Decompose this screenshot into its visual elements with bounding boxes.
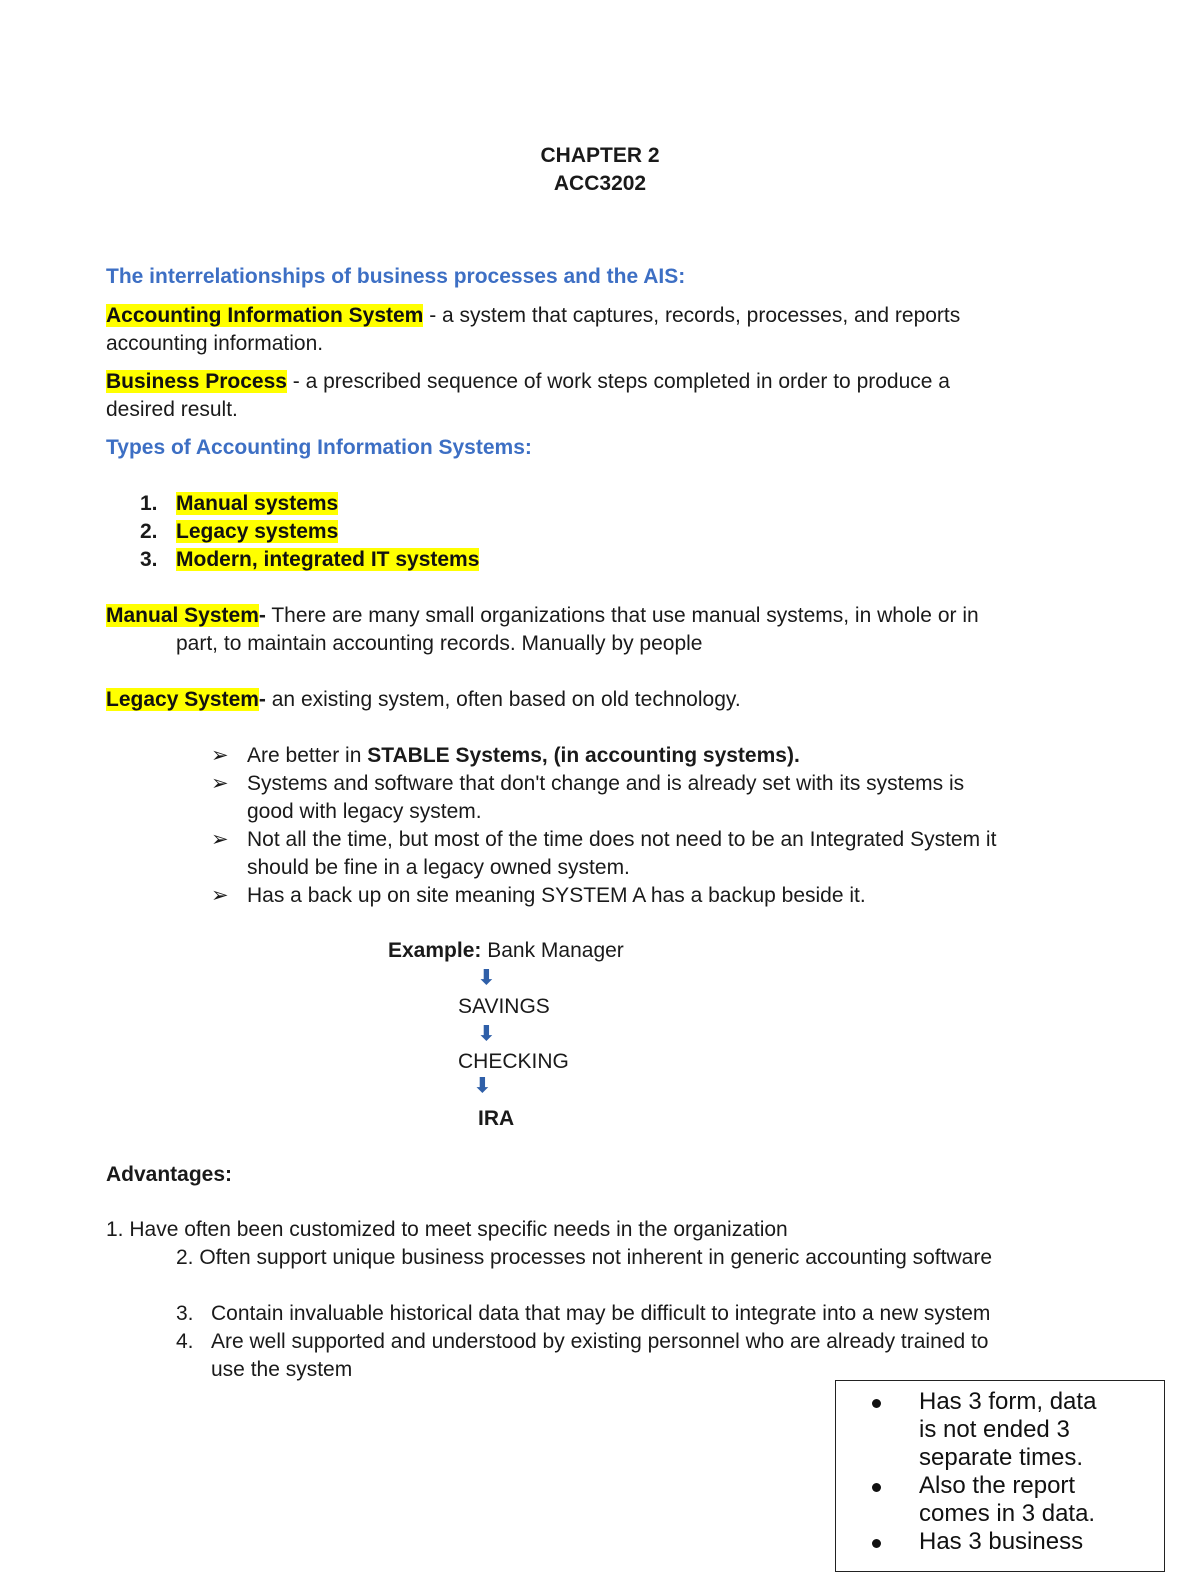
note-box: Has 3 form, data is not ended 3 separate times. Also the report comes in 3 data. Has 3 business	[835, 1380, 1165, 1572]
arrow-bullet-icon: ➢	[211, 744, 229, 767]
bullet-icon	[872, 1539, 881, 1548]
bullet-icon	[872, 1399, 881, 1408]
list-item: Contain invaluable historical data that may be difficult to integrate into a new system	[211, 1302, 991, 1325]
business-process-definition	[106, 368, 950, 396]
legacy-system-term: Legacy System	[106, 688, 259, 711]
chapter-title: CHAPTER 2	[540, 144, 660, 167]
list-item-number: 3.	[176, 1302, 194, 1325]
arrow-bullet-icon: ➢	[211, 884, 229, 907]
manual-system-definition: Manual System- There are many small organizations that use manual systems, in whole or in	[106, 604, 979, 627]
example-step-final: IRA	[478, 1107, 515, 1130]
manual-system-definition-cont: part, to maintain accounting records. Manually by people	[176, 632, 703, 655]
section-heading-interrelationships: The interrelationships of business processes and the AIS:	[106, 265, 686, 288]
example-line: Example: Bank Manager	[388, 939, 624, 962]
list-item: Are well supported and understood by existing personnel who are already trained to	[211, 1330, 989, 1353]
arrow-bullet-icon: ➢	[211, 772, 229, 795]
list-item: ➢ Systems and software that don't change and is already set with its systems is	[211, 770, 964, 798]
ais-definition-cont: accounting information.	[106, 332, 324, 355]
example-label: Example:	[388, 939, 482, 962]
down-arrow-icon: ⬇	[478, 967, 495, 989]
legacy-system-definition: Legacy System- an existing system, often based on old technology.	[106, 688, 741, 711]
advantages-heading: Advantages:	[106, 1163, 233, 1186]
down-arrow-icon: ⬇	[474, 1075, 491, 1097]
list-item-cont: should be fine in a legacy owned system.	[247, 856, 630, 879]
arrow-bullet-icon: ➢	[211, 828, 229, 851]
manual-system-term: Manual System	[106, 604, 259, 627]
list-item: ➢ Has a back up on site meaning SYSTEM A has a backup beside it.	[211, 882, 866, 910]
list-item: 1. Have often been customized to meet specific needs in the organization	[106, 1218, 788, 1241]
list-item: ➢ Not all the time, but most of the time does not need to be an Integrated System it	[211, 826, 996, 854]
ais-term: Accounting Information System	[106, 304, 424, 327]
list-item: 1. Manual systems	[140, 492, 339, 515]
list-item: 2. Legacy systems	[140, 520, 339, 543]
course-code: ACC3202	[553, 172, 647, 195]
list-item: ➢ Are better in STABLE Systems, (in accounting systems).	[211, 742, 800, 770]
ais-definition-text: - a system that captures, records, processes, and reports	[423, 304, 961, 327]
section-heading-types: Types of Accounting Information Systems:	[106, 436, 532, 459]
business-process-term: Business Process	[106, 370, 287, 393]
ais-definition	[106, 302, 960, 330]
list-item-cont: use the system	[211, 1358, 353, 1381]
list-item: 2. Often support unique business processes not inherent in generic accounting software	[176, 1246, 992, 1269]
example-step: CHECKING	[458, 1050, 569, 1073]
business-process-text: - a prescribed sequence of work steps completed in order to produce a	[286, 370, 950, 393]
list-item-number: 4.	[176, 1330, 194, 1353]
business-process-definition-cont: desired result.	[106, 398, 238, 421]
down-arrow-icon: ⬇	[478, 1023, 495, 1045]
example-step: SAVINGS	[458, 995, 550, 1018]
bullet-icon	[872, 1483, 881, 1492]
list-item: 3. Modern, integrated IT systems	[140, 548, 480, 571]
list-item-cont: good with legacy system.	[247, 800, 482, 823]
